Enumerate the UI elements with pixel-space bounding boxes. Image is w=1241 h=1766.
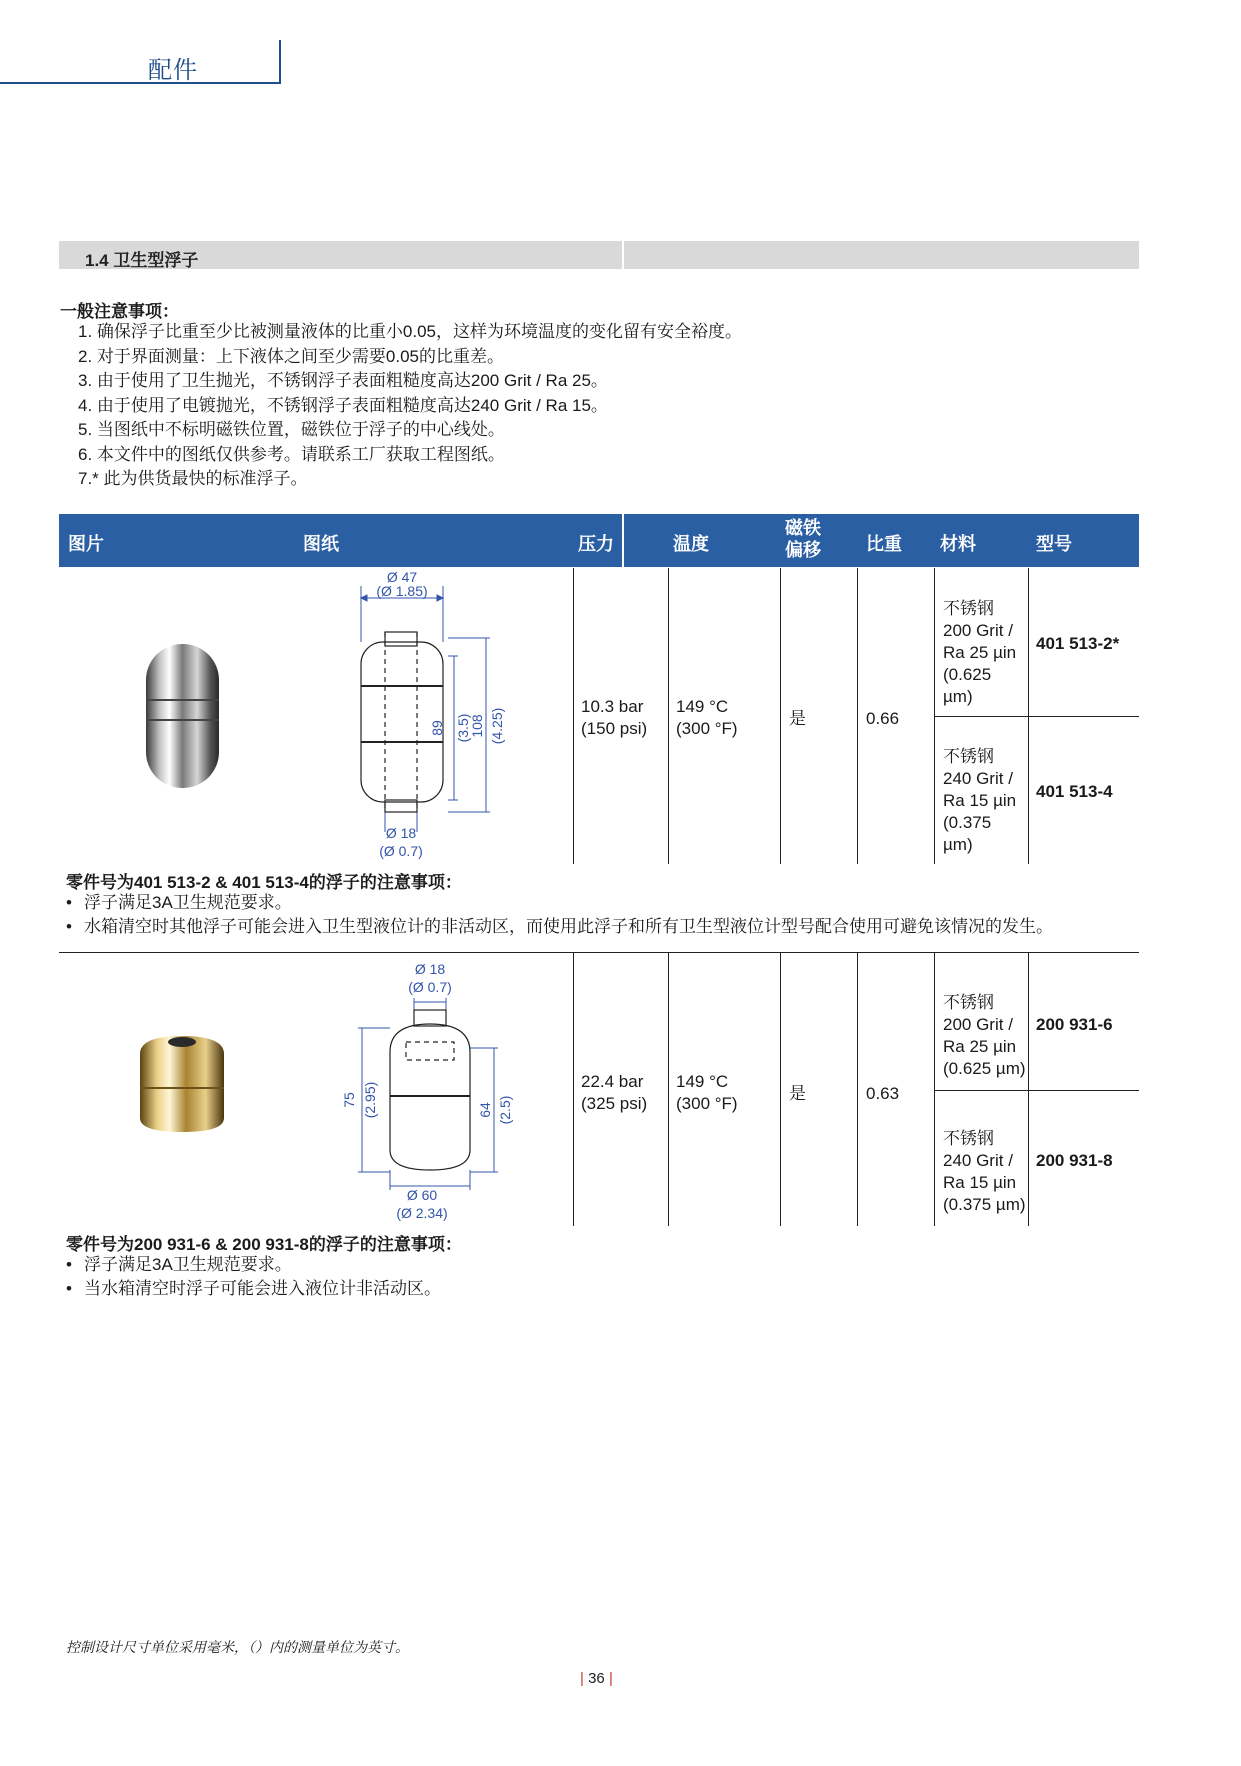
dim-bottom-dia: Ø 18 xyxy=(385,825,417,841)
temperature-cell xyxy=(676,1071,738,1115)
float-drawing-capsule xyxy=(330,572,530,862)
grid-line xyxy=(934,716,1139,717)
page-number-value: 36 xyxy=(588,1670,605,1687)
grid-line xyxy=(573,952,574,1226)
pressure-value: 10.3 bar xyxy=(581,697,644,716)
th-temperature: 温度 xyxy=(673,534,709,554)
bullet-item: • 浮子满足3A卫生规范要求。 xyxy=(66,1253,441,1277)
material-line: (0.625 xyxy=(943,665,992,684)
material-line: 不锈钢 xyxy=(943,1129,994,1148)
model-cell: 200 931-6 xyxy=(1036,1015,1113,1034)
grid-line xyxy=(668,952,669,1226)
th-image: 图片 xyxy=(68,534,104,554)
th-magnet xyxy=(785,517,821,561)
dim-top-dia: Ø 47 xyxy=(386,572,418,585)
grid-line xyxy=(934,1090,1139,1091)
page-number-bar: | xyxy=(580,1670,584,1687)
float-photo-can xyxy=(132,1030,232,1136)
magnet-offset-cell: 是 xyxy=(789,709,806,728)
model-cell: 401 513-4 xyxy=(1036,782,1113,801)
material-line: 不锈钢 xyxy=(943,747,994,766)
th-magnet-line1: 磁铁 xyxy=(785,518,821,538)
section-title: 1.4 卫生型浮子 xyxy=(85,251,199,270)
note-item: 5. 当图纸中不标明磁铁位置，磁铁位于浮子的中心线处。 xyxy=(78,420,505,439)
th-material: 材料 xyxy=(940,534,976,554)
float-photo-capsule xyxy=(140,640,225,792)
material-line: Ra 25 µin xyxy=(943,643,1017,662)
bullet-item: • 当水箱清空时浮子可能会进入液位计非活动区。 xyxy=(66,1277,441,1301)
note-item: 6. 本文件中的图纸仅供参考。请联系工厂获取工程图纸。 xyxy=(78,444,505,464)
table-header-divider xyxy=(622,514,624,567)
dim-top-dia: Ø 18 xyxy=(414,961,446,977)
row-note-title: 零件号为200 931-6 & 200 931-8的浮子的注意事项： xyxy=(66,1235,462,1254)
grid-line xyxy=(857,568,858,864)
th-drawing: 图纸 xyxy=(303,534,339,554)
magnet-offset-cell: 是 xyxy=(789,1084,806,1103)
sg-cell: 0.66 xyxy=(866,709,900,728)
grid-line xyxy=(573,568,574,864)
pressure-value: 22.4 bar xyxy=(581,1072,644,1091)
page-number-bar: | xyxy=(608,1670,613,1687)
dim-top-dia-in: (Ø 0.7) xyxy=(408,979,452,995)
material-line: Ra 25 µin xyxy=(943,1037,1017,1056)
material-line: 200 Grit / xyxy=(943,621,1013,640)
pressure-value-psi: (325 psi) xyxy=(581,1094,648,1113)
th-magnet-line2: 偏移 xyxy=(785,540,821,560)
grid-line xyxy=(780,568,781,864)
material-cell xyxy=(943,746,1016,856)
page-number xyxy=(580,1670,613,1687)
header-underline xyxy=(0,82,281,84)
material-line: Ra 15 µin xyxy=(943,1173,1017,1192)
row-note-title: 零件号为401 513-2 & 401 513-4的浮子的注意事项： xyxy=(66,873,462,892)
temperature-cell xyxy=(676,696,738,740)
section-bar xyxy=(59,241,1139,269)
material-line: (0.625 µm) xyxy=(943,1059,1026,1078)
note-item: 7.* 此为供货最快的标准浮子。 xyxy=(78,469,308,488)
material-line: 不锈钢 xyxy=(943,599,994,618)
notes-title: 一般注意事项： xyxy=(60,302,179,321)
material-line: µm) xyxy=(943,835,973,854)
material-line: 不锈钢 xyxy=(943,993,994,1012)
note-item: 1. 确保浮子比重至少比被测量液体的比重小0.05，这样为环境温度的变化留有安全裕度。 xyxy=(78,322,742,341)
temperature-value-f: (300 °F) xyxy=(676,1094,738,1113)
temperature-value: 149 °C xyxy=(676,1072,729,1091)
th-model: 型号 xyxy=(1036,534,1072,554)
material-cell xyxy=(943,1128,1026,1216)
bullet-item: • 浮子满足3A卫生规范要求。 xyxy=(66,891,1053,915)
dim-len1: 75 xyxy=(341,1092,357,1108)
header-divider xyxy=(279,40,281,84)
dim-len2-in: (2.5) xyxy=(497,1095,513,1125)
th-pressure: 压力 xyxy=(578,534,614,554)
pressure-cell xyxy=(581,1071,647,1115)
material-line: 200 Grit / xyxy=(943,1015,1013,1034)
dim-len2: 108 xyxy=(469,714,485,738)
dim-len1-in: (3.5) xyxy=(455,713,471,743)
row-note-bullets xyxy=(66,1253,441,1300)
material-line: (0.375 µm) xyxy=(943,1195,1026,1214)
dim-bottom-dia-in: (Ø 2.34) xyxy=(396,1205,448,1221)
row-note-bullets xyxy=(66,891,1053,938)
material-line: µm) xyxy=(943,687,973,706)
row-separator xyxy=(59,952,1139,953)
dim-len2: 64 xyxy=(477,1102,493,1118)
float-drawing-can xyxy=(340,960,540,1222)
sg-cell: 0.63 xyxy=(866,1084,900,1103)
th-sg: 比重 xyxy=(866,534,902,554)
dim-bottom-dia: Ø 60 xyxy=(406,1187,438,1203)
grid-line xyxy=(1028,952,1029,1226)
bullet-item: • 水箱清空时其他浮子可能会进入卫生型液位计的非活动区，而使用此浮子和所有卫生型液位计型号配合使用可避免该情况的发生。 xyxy=(66,915,1053,939)
material-line: Ra 15 µin xyxy=(943,791,1017,810)
material-line: 240 Grit / xyxy=(943,769,1013,788)
dim-len2-in: (4.25) xyxy=(489,707,505,745)
grid-line xyxy=(780,952,781,1226)
material-cell xyxy=(943,598,1016,708)
temperature-value: 149 °C xyxy=(676,697,729,716)
note-item: 2. 对于界面测量：上下液体之间至少需要0.05的比重差。 xyxy=(78,346,504,366)
dim-top-dia-in: (Ø 1.85) xyxy=(376,583,428,599)
pressure-value-psi: (150 psi) xyxy=(581,719,648,738)
notes-list xyxy=(78,320,742,492)
model-cell: 401 513-2* xyxy=(1036,634,1120,653)
grid-line xyxy=(857,952,858,1226)
dim-len1: 89 xyxy=(429,720,445,736)
material-cell xyxy=(943,992,1026,1080)
pressure-cell xyxy=(581,696,647,740)
footer-note: 控制设计尺寸单位采用毫米，（）内的测量单位为英寸。 xyxy=(66,1639,409,1655)
dim-bottom-dia-in: (Ø 0.7) xyxy=(379,843,423,859)
note-item: 4. 由于使用了电镀抛光，不锈钢浮子表面粗糙度高达240 Grit / Ra 15。 xyxy=(78,395,608,415)
grid-line xyxy=(934,952,935,1226)
material-line: (0.375 xyxy=(943,813,992,832)
section-bar-divider xyxy=(622,241,624,269)
model-cell: 200 931-8 xyxy=(1036,1151,1113,1170)
temperature-value-f: (300 °F) xyxy=(676,719,738,738)
material-line: 240 Grit / xyxy=(943,1151,1013,1170)
note-item: 3. 由于使用了卫生抛光，不锈钢浮子表面粗糙度高达200 Grit / Ra 25。 xyxy=(78,371,608,390)
dim-len1-in: (2.95) xyxy=(362,1081,378,1119)
page-title: 配件 xyxy=(148,57,198,84)
grid-line xyxy=(668,568,669,864)
